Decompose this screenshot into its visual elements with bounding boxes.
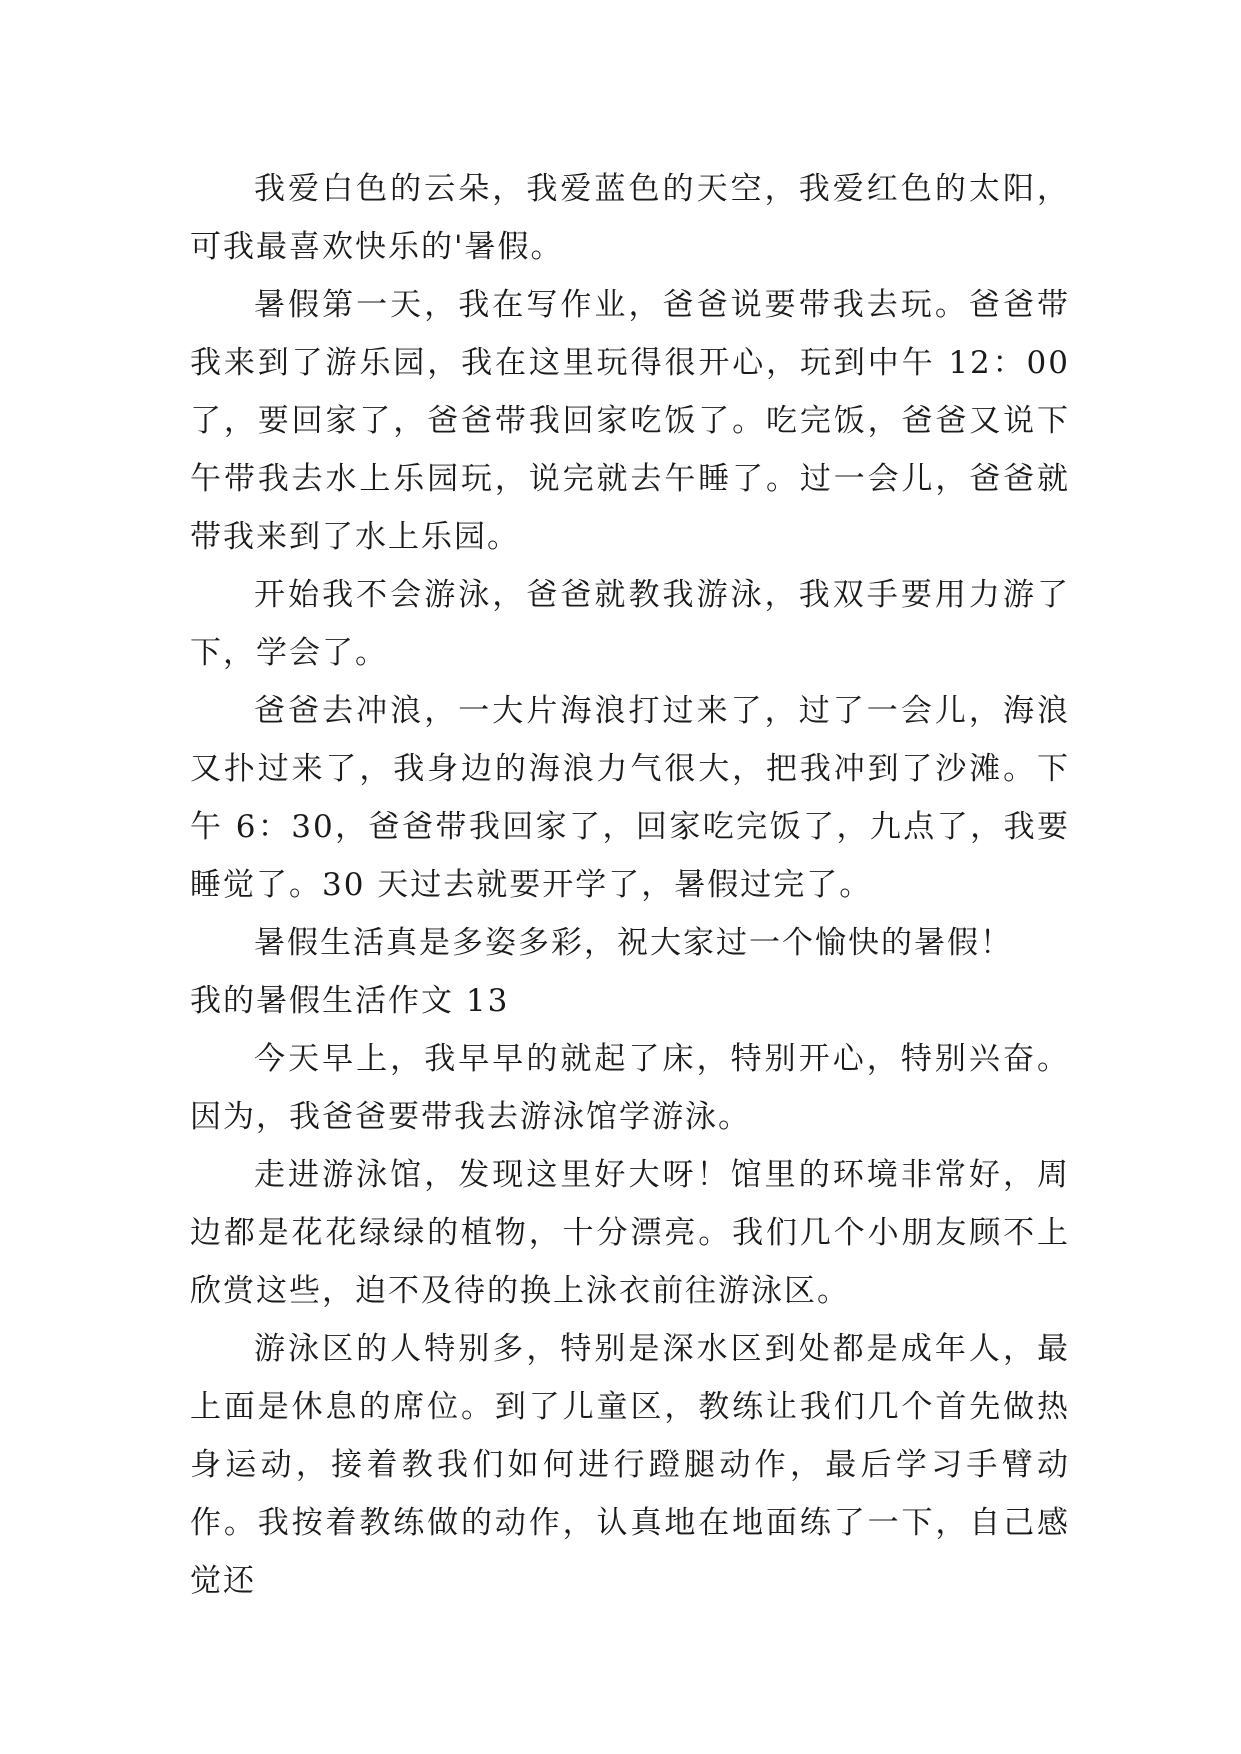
paragraph-surfing: 爸爸去冲浪，一大片海浪打过来了，过了一会儿，海浪又扑过来了，我身边的海浪力气很大，把我冲到了沙滩。下午 6：30，爸爸带我回家了，回家吃完饭了，九点了，我要睡觉了。30 天过去就要开学了，暑假过完了。	[190, 693, 1070, 903]
paragraph-conclusion: 暑假生活真是多姿多彩，祝大家过一个愉快的暑假！	[254, 925, 1013, 961]
section-title: 我的暑假生活作文 13	[190, 983, 510, 1019]
paragraph-learn-swim: 开始我不会游泳，爸爸就教我游泳，我双手要用力游了下，学会了。	[190, 577, 1070, 671]
paragraph-swim-area: 游泳区的人特别多，特别是深水区到处都是成年人，最上面是休息的席位。到了儿童区，教练让我们几个首先做热身运动，接着教我们如何进行蹬腿动作，最后学习手臂动作。我按着教练做的动作，认真地在地面练了一下，自己感觉还	[190, 1331, 1070, 1599]
paragraph-morning: 今天早上，我早早的就起了床，特别开心，特别兴奋。因为，我爸爸要带我去游泳馆学游泳。	[190, 1041, 1070, 1135]
paragraph-love-summer: 我爱白色的云朵，我爱蓝色的天空，我爱红色的太阳，可我最喜欢快乐的'暑假。	[190, 171, 1070, 265]
document-body	[190, 160, 1070, 1610]
paragraph-amusement-park: 暑假第一天，我在写作业，爸爸说要带我去玩。爸爸带我来到了游乐园，我在这里玩得很开心，玩到中午 12：00了，要回家了，爸爸带我回家吃饭了。吃完饭，爸爸又说下午带我去水上乐园玩，说完就去午睡了。过一会儿，爸爸就带我来到了水上乐园。	[190, 287, 1070, 555]
paragraph-natatorium: 走进游泳馆，发现这里好大呀！馆里的环境非常好，周边都是花花绿绿的植物，十分漂亮。我们几个小朋友顾不上欣赏这些，迫不及待的换上泳衣前往游泳区。	[190, 1157, 1070, 1309]
